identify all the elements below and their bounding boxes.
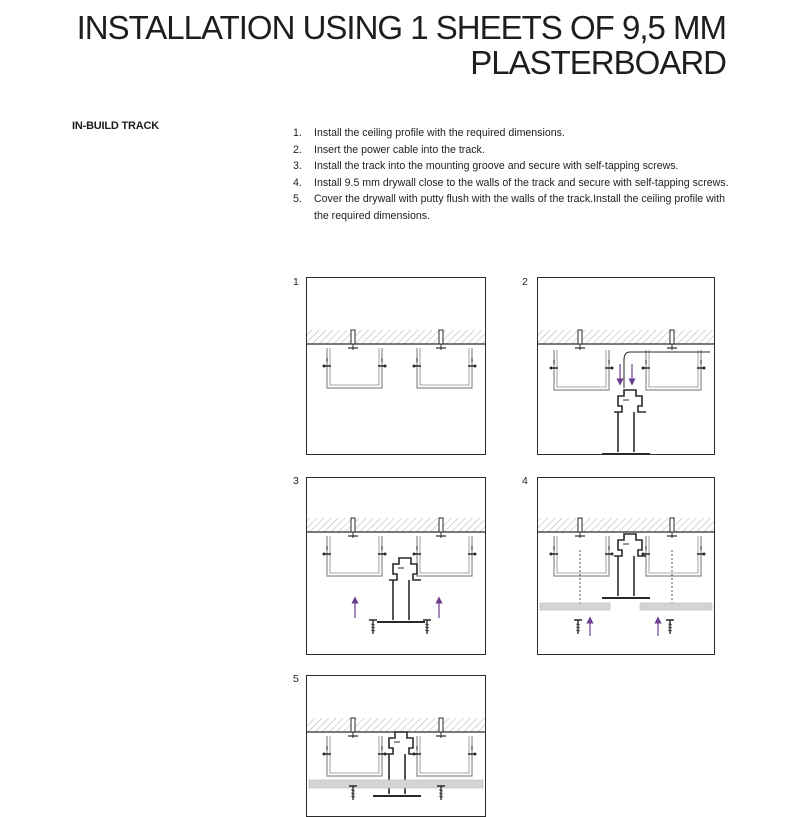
figure-1-diagram [306, 277, 486, 455]
instruction-list [293, 125, 733, 225]
ceiling-slab [307, 718, 485, 732]
title-line-2: PLASTERBOARD [470, 44, 726, 81]
drywall [309, 780, 483, 788]
figure-3-diagram [306, 477, 486, 655]
page-title [26, 10, 726, 80]
figure-5-diagram [306, 675, 486, 817]
screw [369, 620, 377, 634]
ceiling-profile-left [550, 350, 614, 390]
step-text: Install the ceiling profile with the required dimensions. [314, 127, 565, 139]
step-number: 1. [293, 127, 302, 139]
step-text: Insert the power cable into the track. [314, 143, 485, 156]
ceiling-slab [538, 518, 714, 532]
figure-label-4: 4 [522, 475, 528, 487]
ceiling-profile-right [413, 736, 477, 776]
figure-2-diagram [537, 277, 715, 455]
figure-label-2: 2 [522, 276, 528, 288]
step-text: Install the track into the mounting groove and secure with self-tapping screws. [314, 160, 679, 173]
ceiling-slab [307, 330, 485, 344]
ceiling-profile-right [642, 350, 706, 390]
step-text: Cover the drywall with putty flush with the walls of the track.Install the ceiling profile with the required dimensions. [314, 193, 725, 222]
ceiling-profile-right [642, 536, 706, 576]
figure-label-3: 3 [293, 475, 299, 487]
ceiling-profile-left [323, 348, 387, 388]
ceiling-slab [307, 518, 485, 532]
step-number: 4. [293, 176, 302, 189]
power-cable [624, 352, 710, 388]
step-number: 3. [293, 160, 302, 173]
step-text: Install 9.5 mm drywall close to the walls of the track and secure with self-tapping screws. [314, 176, 729, 189]
screw [666, 620, 674, 634]
ceiling-profile-left [550, 536, 614, 576]
ceiling-profile-left [323, 736, 387, 776]
ceiling-profile-left [323, 536, 387, 576]
instruction-step [293, 125, 733, 142]
instruction-step [293, 191, 733, 224]
drywall-right [640, 603, 712, 610]
ceiling-profile-right [413, 348, 477, 388]
instruction-step [293, 175, 733, 192]
instruction-step [293, 158, 733, 175]
section-label: IN-BUILD TRACK [72, 120, 160, 132]
track-profile [377, 558, 425, 622]
step-number: 2. [293, 143, 302, 156]
step-number: 5. [293, 193, 302, 206]
figure-label-1: 1 [293, 276, 299, 288]
drywall-left [540, 603, 610, 610]
figure-4-diagram [537, 477, 715, 655]
title-line-1: INSTALLATION USING 1 SHEETS OF 9,5 MM [76, 9, 726, 46]
screw [574, 620, 582, 634]
track-profile [602, 390, 650, 454]
ceiling-slab [538, 330, 714, 344]
instruction-step [293, 142, 733, 159]
ceiling-profile-right [413, 536, 477, 576]
figure-label-5: 5 [293, 673, 299, 685]
